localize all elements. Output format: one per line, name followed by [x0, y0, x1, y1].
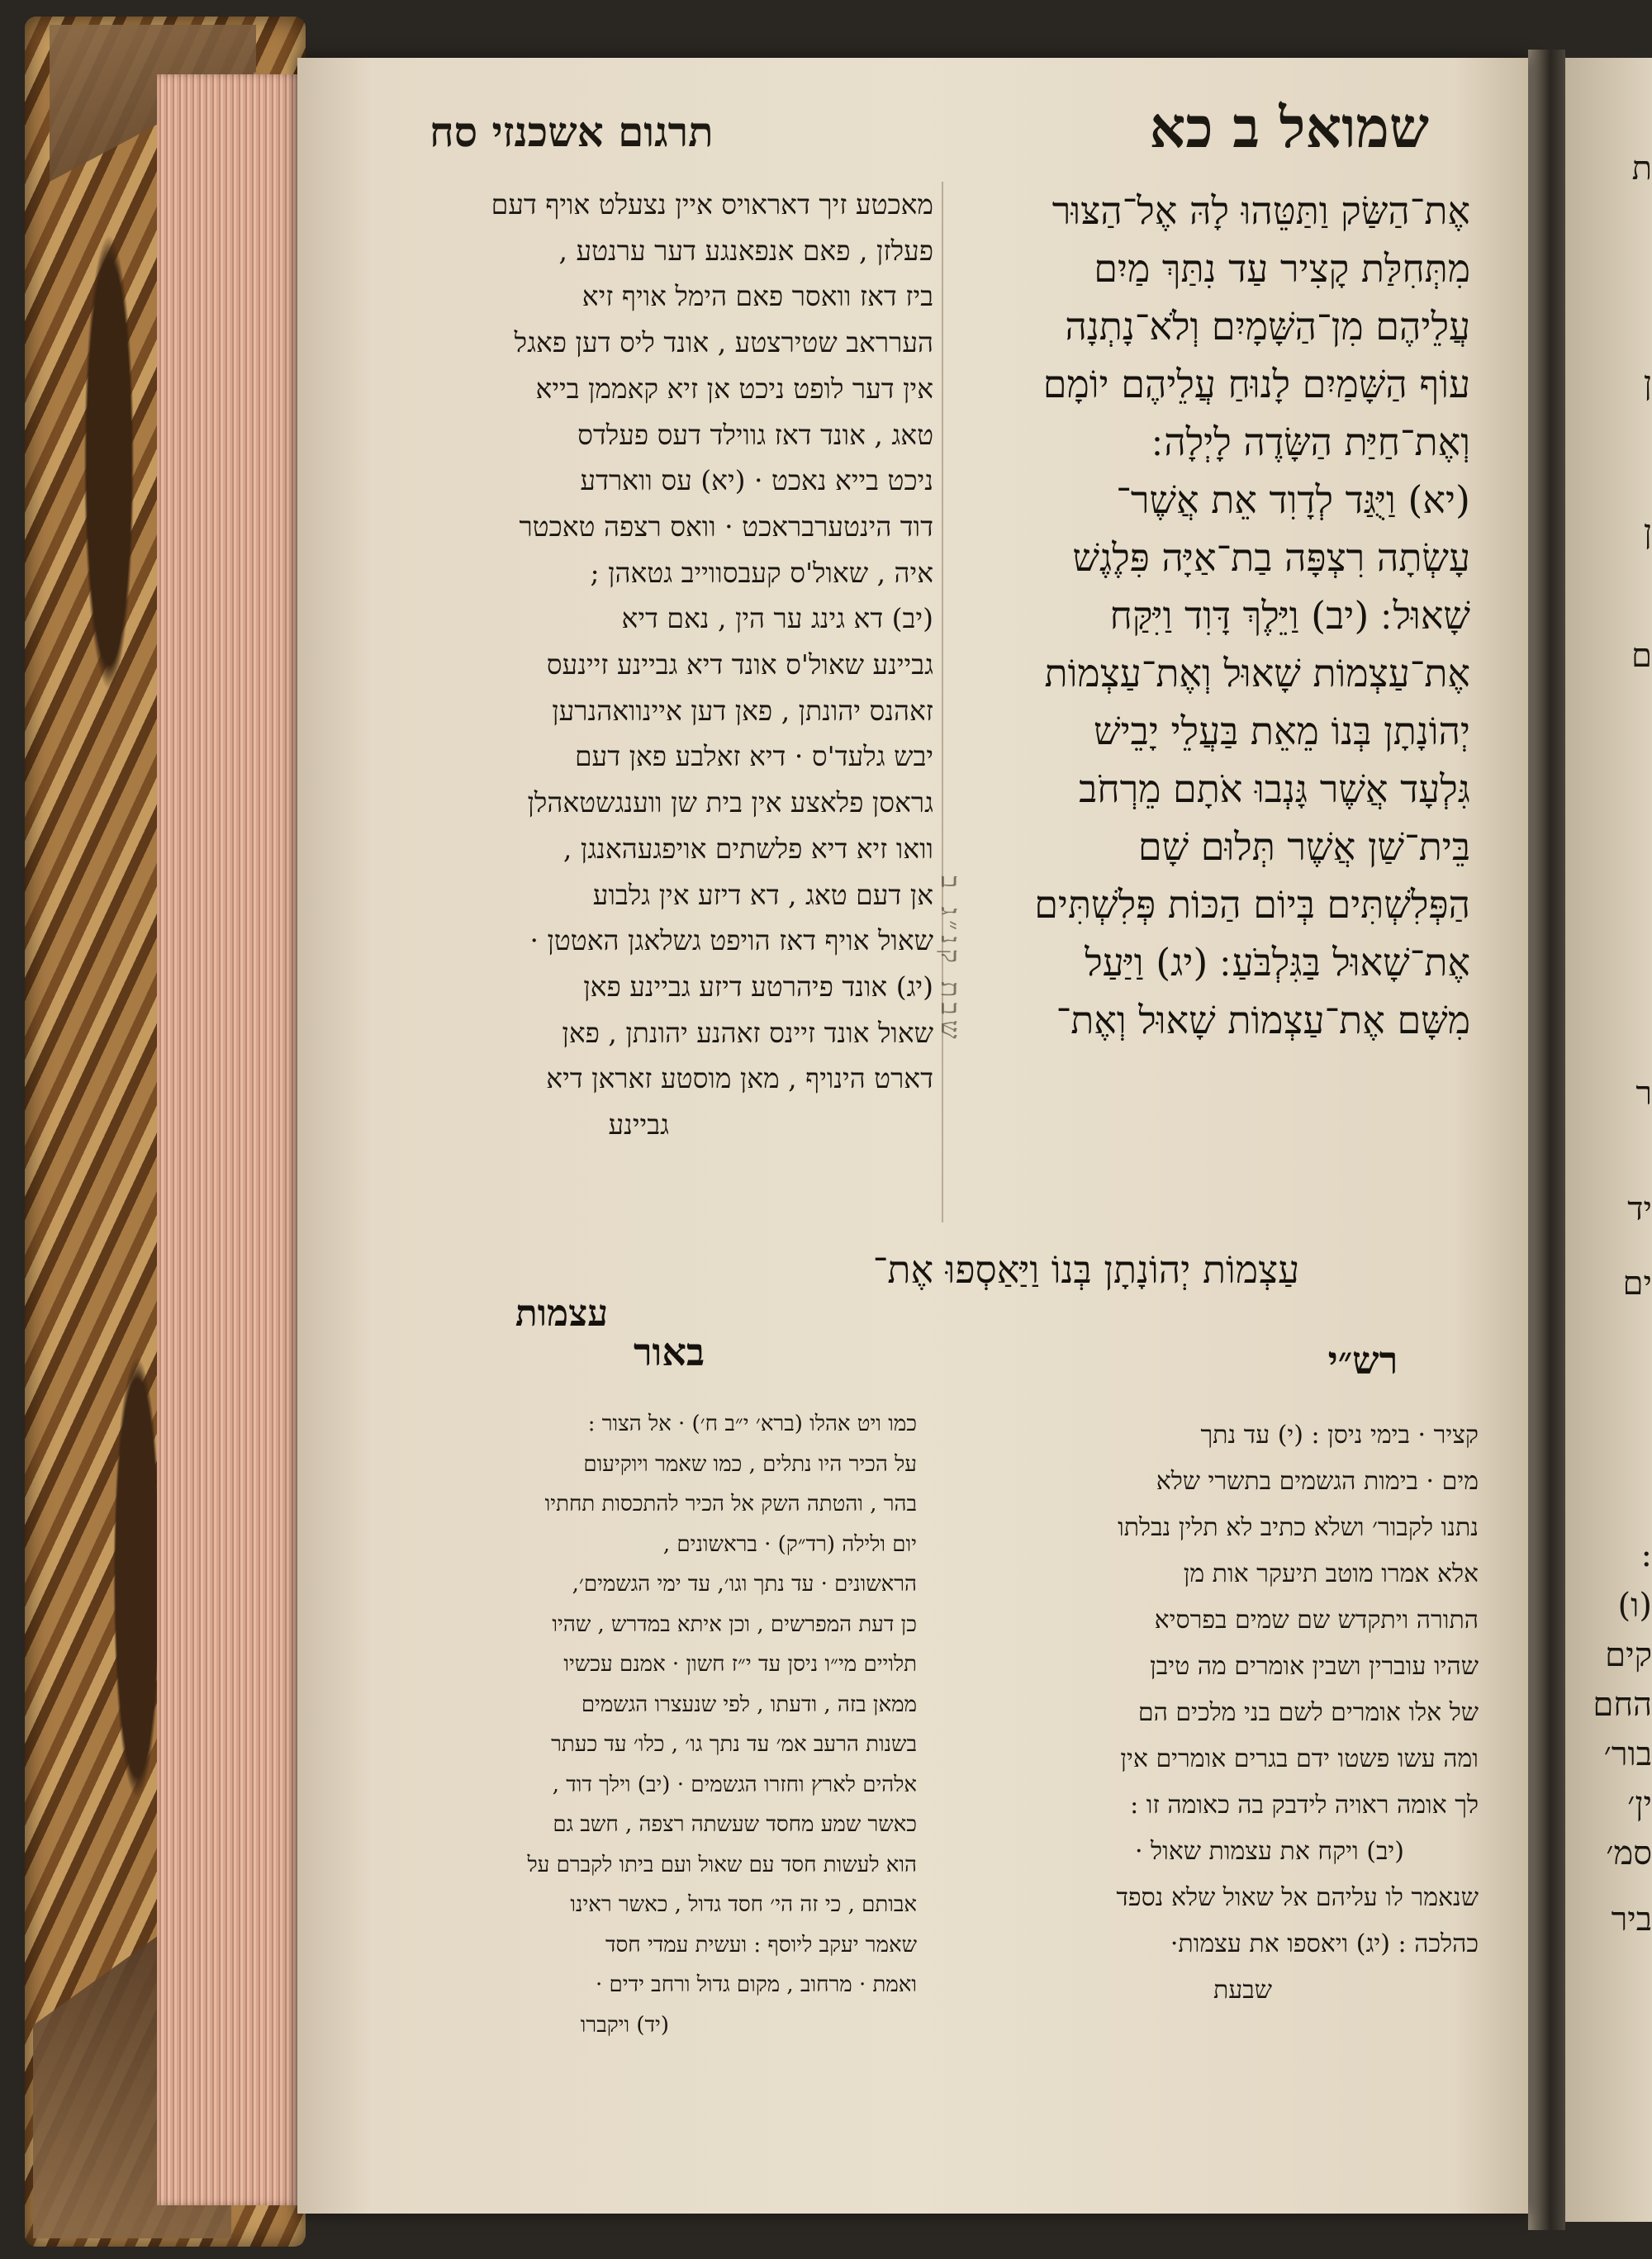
fragment: החם: [1593, 1686, 1652, 1724]
scripture-line: יְהוֹנָתָן בְּנוֹ מֵאֵת בַּעֲלֵי יָבֵישׁ: [1094, 709, 1470, 753]
book-page: [297, 58, 1528, 2214]
rashi-line: ומה עשו פשטו ידם בגרים אומרים אין: [1120, 1744, 1479, 1773]
fragment: ים: [1622, 1265, 1652, 1303]
scripture-line: אֶת־עַצְמוֹת שָׁאוּל וְאֶת־עַצְמוֹת: [1044, 651, 1470, 695]
biur-line: כן דעת המפרשים , וכן איתא במדרש , שהיו: [552, 1611, 917, 1637]
targum-line: (יב) דא גינג ער הין , נאם דיא: [621, 602, 933, 635]
fragment: קים: [1605, 1636, 1652, 1674]
scripture-line: אֶת־הַשַּׂק וַתַּטֵּהוּ לָהּ אֶל־הַצּוּר: [1051, 188, 1470, 233]
fragment: ם: [1631, 637, 1652, 675]
targum-line: וואו זיא דיא פלשתים אויפגעהאנגן ,: [563, 832, 933, 865]
targum-line: יבש גלעד'ס · דיא זאלבע פאן דעם: [574, 740, 933, 773]
targum-line: ביז דאז וואסר פאם הימל אויף זיא: [582, 280, 933, 313]
scripture-line: שָׁאוּל ׃ (יב) וַיֵּלֶךְ דָּוִד וַיִּקַּח: [1109, 593, 1470, 638]
biur-line: אבותם , כי זה הי׳ חסד גדול , כאשר ראינו: [570, 1892, 917, 1917]
targum-line: ניכט בייא נאכט · (יא) עס ווארדע: [580, 464, 933, 497]
targum-page-heading: תרגום אשכנזי סח: [430, 107, 714, 156]
rashi-line: קציר · בימי ניסן : (י) עד נתך: [1200, 1421, 1479, 1450]
targum-line: דוד הינטערבראכט · וואס רצפה טאכטר: [519, 510, 933, 543]
fragment: ר: [1635, 1075, 1652, 1113]
scripture-line: הַפְּלִשְׁתִּים בְּיוֹם הַכּוֹת פְּלִשְׁתִּים: [1034, 882, 1470, 927]
targum-line: אין דער לופט ניכט אן זיא קאממן בייא: [535, 372, 933, 405]
fragment: ביר: [1611, 1901, 1652, 1939]
fragment: ן: [1643, 364, 1652, 402]
rashi-line: (יב) ויקח את עצמות שאול ·: [1134, 1837, 1404, 1866]
rashi-line: שבעת: [1213, 1976, 1272, 2005]
targum-line: אן דעם טאג , דא דיזע אין גלבוע: [592, 878, 933, 911]
page-edges: [157, 74, 301, 2205]
biur-line: בשנות הרעב אמ׳ עד נתך גו׳ , כלו׳ עד כעתר: [551, 1732, 917, 1757]
targum-column: [388, 182, 933, 1148]
fragment: סמ׳: [1606, 1834, 1652, 1872]
biur-line: על הכיר היו נתלים , כמו שאמר ויוקיעום: [583, 1451, 917, 1477]
fragment: (ו): [1617, 1587, 1652, 1625]
biur-line: ואמת · מרחוב , מקום גדול ורחב ידים ·: [596, 1972, 917, 1997]
scripture-line: מִתְּחִלַּת קָצִיר עַד נִתַּךְ מַיִם: [1094, 246, 1470, 291]
scripture-line: מִשָּׁם אֶת־עַצְמוֹת שָׁאוּל וְאֶת־: [1056, 998, 1470, 1042]
targum-line: (יג) אונד פיהרטע דיזע גביינע פאן: [583, 970, 933, 1003]
biur-line: כמו ויט אהלו (ברא׳ י״ב ח׳) · אל הצור :: [587, 1412, 917, 1436]
catchword: עצמות: [515, 1293, 609, 1335]
biur-line: בהר , והטתה השק אל הכיר להתכסות תחתיו: [544, 1492, 917, 1516]
scripture-line: בֵּית־שַׁן אֲשֶׁר תְּלוּם שָׁם: [1137, 824, 1470, 869]
scripture-line: עוֹף הַשָּׁמַיִם לָנוּחַ עֲלֵיהֶם יוֹמָם: [1042, 362, 1470, 406]
rashi-heading: רש״י: [1327, 1338, 1398, 1383]
scripture-column: [958, 182, 1470, 1049]
targum-line: פעלזן , פאם אנפאנגע דער ערנטע ,: [558, 234, 933, 267]
biur-line: (יד) ויקברו: [580, 2012, 669, 2038]
biur-line: כאשר שמע מחסד שעשתה רצפה , חשב גם: [553, 1812, 917, 1837]
fragment: בור׳: [1603, 1735, 1652, 1773]
book-gutter: [1528, 50, 1565, 2230]
fragment: ין׳: [1627, 1785, 1652, 1823]
scripture-line: (יא) וַיֻּגַּד לְדָוִד אֵת אֲשֶׁר־: [1116, 477, 1470, 522]
scripture-continuation-line: עַצְמוֹת יְהוֹנָתָן בְּנוֹ וַיַּאַסְפוּ אֶת־: [872, 1247, 1300, 1292]
scripture-line: עֲלֵיהֶם מִן־הַשָּׁמָיִם וְלֹא־נָתְנָה: [1065, 304, 1470, 349]
targum-line: איה , שאול'ס קעבסווייב גטאהן ;: [590, 556, 933, 589]
scripture-line: אֶת־שָׁאוּל בַּגִּלְבֹּעַ ׃ (יג) וַיַּעַל: [1085, 940, 1470, 985]
rashi-line: שהיו עוברין ושבין אומרים מה טיבן: [1150, 1652, 1479, 1681]
targum-line: זאהנס יהונתן , פאן דען איינוואהנרען: [552, 694, 933, 727]
book-chapter-heading: שמואל ב כא: [1149, 95, 1429, 161]
fragment: :: [1640, 1536, 1652, 1574]
rashi-line: לך אומה ראויה לידבק בה כאומה זו :: [1130, 1791, 1479, 1820]
scripture-line: גִּלְעָד אֲשֶׁר גָּנְבוּ אֹתָם מֵרְחֹב: [1079, 766, 1470, 811]
biur-line: שאמר יעקב ליוסף : ועשית עמדי חסד: [605, 1932, 917, 1958]
targum-line: דארט הינויף , מאן מוסטע זאראן דיא: [546, 1062, 933, 1095]
targum-line: מאכטע זיך דאראויס איין נצעלט אויף דעם: [491, 188, 933, 221]
rashi-line: שנאמר לו עליהם אל שאול שלא נספד: [1116, 1883, 1479, 1912]
targum-line: הערראב שטירצטע , אונד ליס דען פאגל: [514, 326, 933, 359]
margin-references: שבת קנ״ג ב: [935, 876, 966, 1044]
rashi-line: מים · בימות הגשמים בתשרי שלא: [1156, 1467, 1479, 1496]
rashi-line: כהלכה : (יג) ויאספו את עצמות·: [1170, 1929, 1479, 1958]
biur-line: הוא לעשות חסד עם שאול ועם ביתו לקברם על: [527, 1852, 917, 1877]
fragment: יד: [1627, 1190, 1652, 1228]
biur-line: יום ולילה (רד״ק) · בראשונים ,: [662, 1531, 917, 1557]
biur-line: תלויים מי״ו ניסן עד י״ז חשון · אמנם עכשיו: [563, 1652, 917, 1677]
rashi-line: התורה ויתקדש שם שמים בפרסיא: [1154, 1606, 1479, 1635]
page-header: [297, 58, 1528, 173]
targum-line: טאג , אונד דאז גווילד דעס פעלדס: [577, 418, 933, 451]
fragment: ן: [1643, 513, 1652, 551]
biur-commentary: [388, 1404, 917, 2045]
targum-line: גביינע: [608, 1108, 669, 1141]
rashi-line: של אלו אומרים לשם בני מלכים הם: [1137, 1698, 1479, 1727]
rashi-commentary: [966, 1412, 1479, 2014]
biur-line: הראשונים · עד נתך וגו׳, עד ימי הגשמים׳,: [572, 1572, 917, 1597]
rashi-line: אלא אמרו מוטב תיעקר אות מן: [1183, 1559, 1479, 1588]
fragment: ת: [1631, 149, 1652, 187]
scripture-line: וְאֶת־חַיַּת הַשָּׂדֶה לָיְלָה ׃: [1151, 420, 1470, 464]
biur-line: אלהים לארץ וחזרו הגשמים · (יב) וילך דוד ,: [552, 1772, 917, 1797]
targum-line: שאול אויף דאז הויפט גשלאגן האטטן ·: [529, 924, 933, 957]
rashi-line: נתנו לקבור׳ ושלא כתיב לא תלין נבלתו: [1118, 1513, 1479, 1542]
biur-line: ממאן בזה , ודעתו , לפי שנעצרו הגשמים: [581, 1692, 917, 1717]
targum-line: גראסן פלאצע אין בית שן ווענגשטאהלן: [527, 786, 933, 819]
biur-heading: באור: [633, 1330, 705, 1374]
targum-line: גביינע שאול'ס אונד דיא גביינע זיינעס: [546, 648, 933, 681]
scripture-line: עָשְׂתָה רִצְפָּה בַת־אַיָּה פִּלֶגֶשׁ: [1072, 535, 1470, 580]
targum-line: שאול אונד זיינס זאהנע יהונתן , פאן: [562, 1016, 933, 1049]
